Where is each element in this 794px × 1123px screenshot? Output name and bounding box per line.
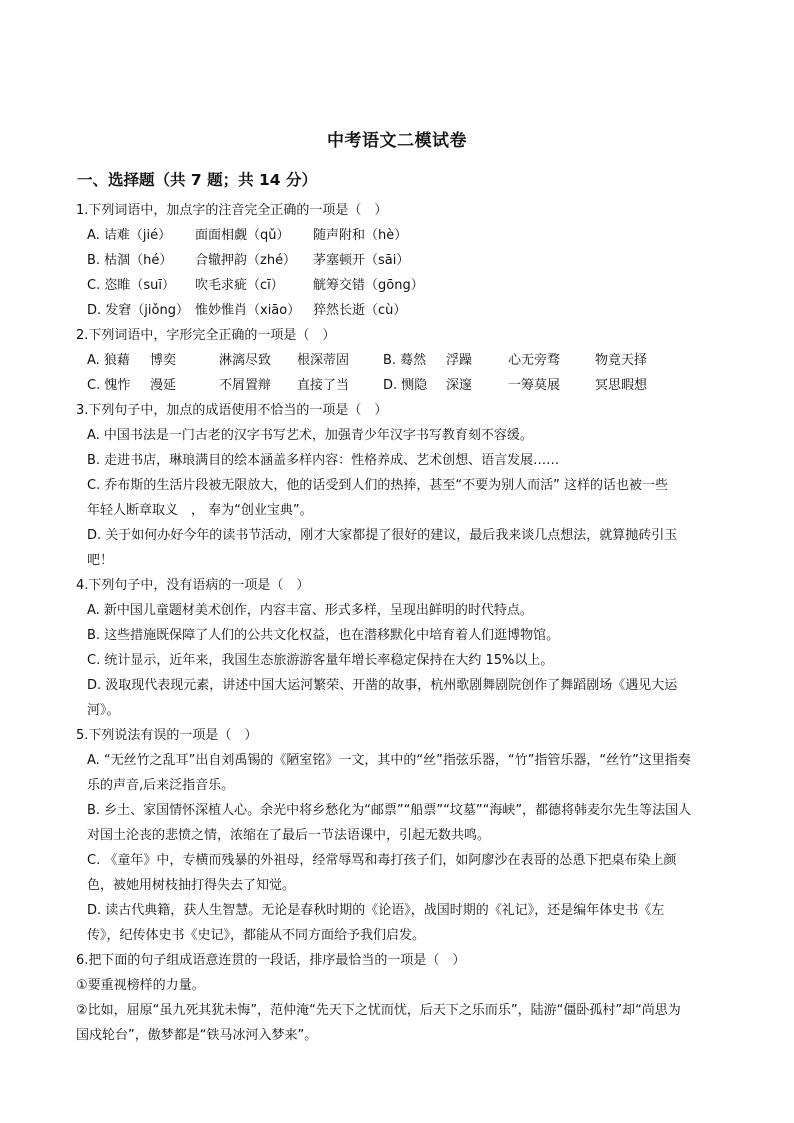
option-part: D. 发窘（jiǒng） xyxy=(87,303,189,318)
option-part: 猝然长逝（cù） xyxy=(313,303,407,318)
question-1-option-c xyxy=(87,273,722,298)
question-2-row-ab xyxy=(87,348,722,373)
word: 不屑置辩 xyxy=(219,378,272,393)
question-4-stem: 4.下列句子中，没有语病的一项是（ ） xyxy=(76,578,310,593)
question-4-option-b: B. 这些措施既保障了人们的公共文化权益，也在潜移默化中培育着人们逛博物馆。 xyxy=(87,628,560,643)
question-3-stem: 3.下列句子中，加点的成语使用不恰当的一项是（ ） xyxy=(76,403,388,418)
question-4-option-d: D. 汲取现代表现元素，讲述中国大运河繁荣、开凿的故事，杭州歌剧舞剧院创作了舞蹈剧场《遇见大运 xyxy=(87,678,678,693)
question-2-stem: 2.下列词语中，字形完全正确的一项是（ ） xyxy=(76,328,336,343)
question-3-option-c-cont: 年轻人断章取义 ， 奉为“创业宝典”。 xyxy=(87,503,313,518)
question-1-option-a xyxy=(87,223,722,248)
option-part: 觥筹交错（gōng） xyxy=(313,278,424,293)
question-4-option-c: C. 统计显示，近年来，我国生态旅游游客量年增长率稳定保持在大约 15%以上。 xyxy=(87,653,554,668)
word: 淋漓尽致 xyxy=(219,353,272,368)
question-3-option-b: B. 走进书店，琳琅满目的绘本涵盖多样内容：性格养成、艺术创想、语言发展…… xyxy=(87,453,560,468)
page-title: 中考语文二模试卷 xyxy=(327,131,467,151)
question-2-row-cd xyxy=(87,373,722,398)
option-part: B. 枯涸（hé） xyxy=(87,253,173,268)
word: 博奕 xyxy=(150,353,177,368)
option-part: 吹毛求疵（cī） xyxy=(195,278,284,293)
word: B. 蓦然 xyxy=(383,353,427,368)
word: D. 恻隐 xyxy=(383,378,428,393)
option-part: 合辙押韵（zhé） xyxy=(195,253,297,268)
question-list xyxy=(76,198,722,1048)
question-1-option-b xyxy=(87,248,722,273)
word: 物竟天择 xyxy=(595,353,648,368)
question-6-sentence-2: ②比如，屈原“虽九死其犹未悔”，范仲淹“先天下之忧而忧，后天下之乐而乐”，陆游“僵卧孤村”却“尚思为 xyxy=(76,1003,681,1018)
option-part: 惟妙惟肖（xiāo） xyxy=(195,303,301,318)
question-3-option-d: D. 关于如何办好今年的读书节活动，刚才大家都提了很好的建议，最后我来谈几点想法，就算抛砖引玉 xyxy=(87,528,678,543)
word: 浮躁 xyxy=(446,353,473,368)
word: C. 愧怍 xyxy=(87,378,131,393)
question-4-option-a: A. 新中国儿童题材美术创作，内容丰富、形式多样，呈现出鲜明的时代特点。 xyxy=(87,603,533,618)
word: 直接了当 xyxy=(297,378,350,393)
word: 深邃 xyxy=(446,378,473,393)
word: 根深蒂固 xyxy=(297,353,350,368)
option-part: 茅塞顿开（sāi） xyxy=(313,253,410,268)
question-1-option-d xyxy=(87,298,722,323)
question-5-option-d-cont: 传》，纪传体史书《史记》，都能从不同方面给予我们启发。 xyxy=(87,928,426,943)
word: 漫延 xyxy=(150,378,177,393)
question-5-stem: 5.下列说法有误的一项是（ ） xyxy=(76,728,258,743)
word: 冥思暇想 xyxy=(595,378,648,393)
question-5-option-a: A. “无丝竹之乱耳”出自刘禹锡的《陋室铭》一文，其中的“丝”指弦乐器，“竹”指管乐器，“丝竹”这里指奏 xyxy=(87,753,691,768)
question-6-sentence-1: ①要重视榜样的力量。 xyxy=(76,978,205,993)
question-5-option-d: D. 读古代典籍，获人生智慧。无论是春秋时期的《论语》，战国时期的《礼记》，还是编年体史书《左 xyxy=(87,903,665,918)
option-part: 面面相觑（qǔ） xyxy=(195,228,290,243)
question-5-option-c-cont: 色，被她用树枝抽打得失去了知觉。 xyxy=(87,878,296,893)
question-3-option-d-cont: 吧！ xyxy=(87,553,114,568)
question-5-option-a-cont: 乐的声音,后来泛指音乐。 xyxy=(87,778,235,793)
option-part: A. 诘难（jié） xyxy=(87,228,172,243)
question-3-option-c: C. 乔布斯的生活片段被无限放大，他的话受到人们的热捧，甚至“不要为别人而活” 这样的话也被一些 xyxy=(87,478,668,493)
question-4-option-d-cont: 河》。 xyxy=(87,703,120,718)
question-5-option-b: B. 乡土、家国情怀深植人心。余光中将乡愁化为“邮票”“船票”“坟墓”“海峡”，都德将韩麦尔先生等法国人 xyxy=(87,803,692,818)
question-6-sentence-2-cont: 国戍轮台”，傲梦都是“铁马冰河入梦来”。 xyxy=(76,1028,318,1043)
word: 心无旁骛 xyxy=(508,353,561,368)
word: 一筹莫展 xyxy=(508,378,561,393)
section-heading: 一、选择题（共 7 题；共 14 分） xyxy=(77,171,317,189)
option-part: 随声附和（hè） xyxy=(313,228,408,243)
question-3-option-a: A. 中国书法是一门古老的汉字书写艺术，加强青少年汉字书写教育刻不容缓。 xyxy=(87,428,533,443)
question-1-stem: 1.下列词语中，加点字的注音完全正确的一项是（ ） xyxy=(76,203,388,218)
question-5-option-b-cont: 对国土沦丧的悲愤之情，浓缩在了最后一节法语课中，引起无数共鸣。 xyxy=(87,828,491,843)
word: A. 狼藉 xyxy=(87,353,130,368)
option-part: C. 恣睢（suī） xyxy=(87,278,175,293)
question-5-option-c: C. 《童年》中，专横而残暴的外祖母，经常辱骂和毒打孩子们，如阿廖沙在表哥的怂恿下把桌布染上颜 xyxy=(87,853,677,868)
question-6-stem: 6.把下面的句子组成语意连贯的一段话，排序最恰当的一项是（ ） xyxy=(76,953,466,968)
